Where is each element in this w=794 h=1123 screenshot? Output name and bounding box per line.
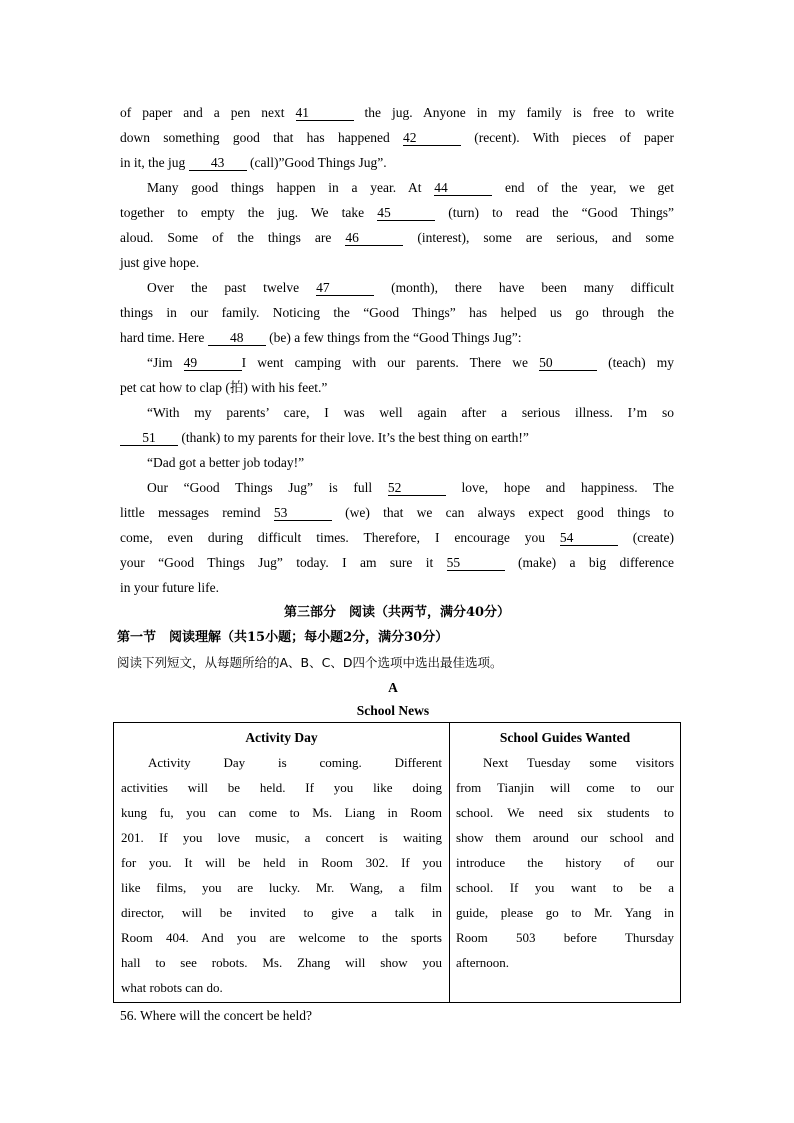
passage-text: aloud. Some of the things are	[120, 230, 346, 245]
answer-blank[interactable]: 48	[208, 331, 266, 346]
activity-day-title: Activity Day	[245, 730, 318, 745]
left-column-line: what robots can do.	[121, 980, 223, 995]
passage-line	[120, 425, 674, 450]
passage-text: come, even during difficult times. Therefore, I encourage you	[120, 530, 560, 545]
passage-text: (we) that we can always expect good things to	[331, 505, 674, 520]
document-page	[117, 100, 675, 1028]
right-column-line: from Tianjin will come to our	[456, 780, 674, 795]
section-title: 第一节 阅读理解（共15小题；每小题2分，满分30分）	[117, 630, 449, 645]
school-guides-column	[450, 723, 680, 1002]
left-column-line: kung fu, you can come to Ms. Liang in Room	[121, 805, 442, 820]
right-column-line: school. If you want to be a	[456, 880, 674, 895]
passage-line	[120, 500, 674, 525]
passage-text: (teach) my	[597, 355, 675, 370]
passage-text: in it, the jug	[120, 155, 189, 170]
answer-blank[interactable]: 52	[388, 481, 446, 496]
part-title: 第三部分 阅读（共两节，满分40分）	[283, 605, 511, 620]
passage-line	[120, 375, 674, 400]
school-news-table	[113, 722, 681, 1003]
passage-letter: A	[388, 680, 398, 695]
passage-line	[120, 200, 674, 225]
passage-text: in your future life.	[120, 580, 219, 595]
right-column-line: Room 503 before Thursday	[456, 930, 674, 945]
passage-text: hard time. Here	[120, 330, 208, 345]
passage-text: (be) a few things from the “Good Things Jug”:	[265, 330, 522, 345]
passage-text: (recent). With pieces of paper	[461, 130, 674, 145]
answer-blank[interactable]: 49	[184, 356, 242, 371]
passage-text: Many good things happen in a year. At	[147, 180, 435, 195]
left-column-line: for you. It will be held in Room 302. If you	[121, 855, 442, 870]
left-column-line: Activity Day is coming. Different	[148, 755, 442, 770]
passage-text: (thank) to my parents for their love. It’s the best thing on earth!”	[178, 430, 529, 445]
left-column-line: activities will be held. If you like doing	[121, 780, 442, 795]
right-column-line: show them around our school and	[456, 830, 674, 845]
right-column-line: school. We need six students to	[456, 805, 674, 820]
passage-line	[120, 250, 674, 275]
passage-text: little messages remind	[120, 505, 274, 520]
answer-blank[interactable]: 44	[434, 181, 492, 196]
passage-text: things in our family. Noticing the “Good Things” has helped us go through the	[120, 305, 674, 320]
passage-text: (turn) to read the “Good Things”	[435, 205, 674, 220]
right-column-line: guide, please go to Mr. Yang in	[456, 905, 674, 920]
school-guides-title: School Guides Wanted	[499, 730, 631, 745]
passage-line	[120, 150, 674, 175]
left-column-line: hall to see robots. Ms. Zhang will show you	[121, 955, 442, 970]
passage-line	[120, 475, 674, 500]
cloze-passage	[120, 100, 674, 600]
answer-blank[interactable]: 45	[377, 206, 435, 221]
passage-line	[120, 125, 674, 150]
answer-blank[interactable]: 53	[274, 506, 332, 521]
passage-line	[120, 575, 674, 600]
passage-line	[120, 225, 674, 250]
left-column-line: Room 404. And you are welcome to the sports	[121, 930, 442, 945]
answer-blank[interactable]: 47	[316, 281, 374, 296]
passage-text: “Dad got a better job today!”	[147, 455, 305, 470]
passage-title: School News	[356, 703, 430, 718]
passage-line	[120, 400, 674, 425]
answer-blank[interactable]: 41	[296, 106, 354, 121]
left-column-line: director, will be invited to give a talk in	[121, 905, 442, 920]
answer-blank[interactable]: 55	[447, 556, 505, 571]
answer-blank[interactable]: 54	[560, 531, 618, 546]
answer-blank[interactable]: 42	[403, 131, 461, 146]
passage-text: love, hope and happiness. The	[445, 480, 674, 495]
passage-text: just give hope.	[120, 255, 200, 270]
left-column-line: 201. If you love music, a concert is waiting	[121, 830, 442, 845]
question-56: 56. Where will the concert be held?	[120, 1008, 313, 1023]
passage-text: Our “Good Things Jug” is full	[147, 480, 388, 495]
answer-blank[interactable]: 43	[189, 156, 247, 171]
answer-blank[interactable]: 50	[539, 356, 597, 371]
left-column-line: like films, you are lucky. Mr. Wang, a film	[121, 880, 442, 895]
right-column-line: introduce the history of our	[456, 855, 674, 870]
activity-day-column	[114, 723, 450, 1002]
passage-line	[120, 275, 674, 300]
passage-line	[120, 450, 674, 475]
right-column-line: afternoon.	[456, 955, 510, 970]
passage-text: your “Good Things Jug” today. I am sure it	[120, 555, 447, 570]
passage-line	[120, 175, 674, 200]
passage-line	[120, 300, 674, 325]
passage-text: of paper and a pen next	[120, 105, 296, 120]
instruction-text: 阅读下列短文，从每题所给的A、B、C、D四个选项中选出最佳选项。	[117, 655, 503, 670]
passage-text: “With my parents’ care, I was well again after a serious illness. I’m so	[147, 405, 674, 420]
passage-line	[120, 525, 674, 550]
passage-text: (interest), some are serious, and some	[403, 230, 674, 245]
passage-text: the jug. Anyone in my family is free to write	[353, 105, 674, 120]
passage-text: Over the past twelve	[147, 280, 317, 295]
answer-blank[interactable]: 51	[120, 431, 178, 446]
passage-text: together to empty the jug. We take	[120, 205, 378, 220]
passage-text: (create)	[617, 530, 674, 545]
passage-text: down something good that has happened	[120, 130, 403, 145]
passage-text: end of the year, we get	[492, 180, 675, 195]
passage-line	[120, 550, 674, 575]
passage-text: “Jim	[147, 355, 184, 370]
passage-text: pet cat how to clap (拍) with his feet.”	[120, 380, 328, 395]
passage-line	[120, 100, 674, 125]
passage-text: (month), there have been many difficult	[374, 280, 674, 295]
answer-blank[interactable]: 46	[345, 231, 403, 246]
passage-line	[120, 325, 674, 350]
passage-text: (call)”Good Things Jug”.	[246, 155, 387, 170]
passage-text: (make) a big difference	[504, 555, 674, 570]
passage-line	[120, 350, 674, 375]
right-column-line: Next Tuesday some visitors	[483, 755, 674, 770]
passage-text: I went camping with our parents. There we	[241, 355, 540, 370]
